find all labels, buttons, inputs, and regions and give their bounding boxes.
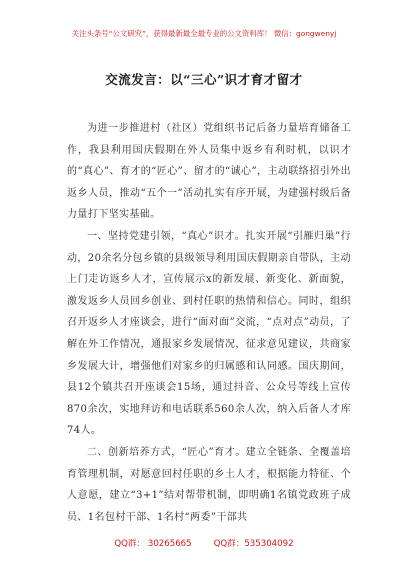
- paragraph-section-2: 二、创新培养方式，“匠心”育才。建立全链条、全覆盖培育管理机制，对愿意回村任职的乡土人才，根据能力特征、个人意愿，建立“3+1”结对帮带机制，即明确1名镇党政班子成员、1名包村干部、1名村“两委”干部共: [67, 446, 351, 523]
- document-body: [67, 118, 351, 528]
- footer-contact: [0, 537, 408, 549]
- paragraph-intro: 为进一步推进村（社区）党组织书记后备力量培育储备工作，我县利用国庆假期在外人员集中返乡有利时机，以识才的“真心”、育才的“匠心”、留才的“诚心”，主动联络招引外出返乡人员，推动“五个一”活动扎实有序开展，为建强村级后备力量打下坚实基础。: [67, 123, 351, 221]
- footer-qq-group-1: QQ群： 30265665: [114, 539, 192, 549]
- top-banner: 关注头条号“公文研究”，获得最新最全最专业的公文资料库！ 微信：gongwenyj: [71, 29, 337, 38]
- paragraph-section-1: 一、坚持党建引领，“真心”识才。扎实开展“引雁归巢”行动，20余名分包乡镇的县级领导利用国庆假期亲自带队，主动上门走访返乡人才，宣传展示x的新发展、新变化、新面貌，激发返乡人员回乡创业、到村任职的热情和信心。同时，组织召开返乡人才座谈会，进行“面对面”交流，“点对点”动员，了解在外工作情况，通报家乡发展情况，征求意见建议，共商家乡发展大计，增强他们对家乡的归属感和认同感。国庆期间，县12个镇共召开座谈会15场，通过抖音、公众号等线上宣传870余次，实地拜访和电话联系560余人次，纳入后备人才库74人。: [67, 230, 351, 437]
- footer-qq-group-2: QQ群：535304092: [213, 539, 294, 549]
- document-title: 交流发言：以“三心”识才育才留才: [105, 72, 303, 87]
